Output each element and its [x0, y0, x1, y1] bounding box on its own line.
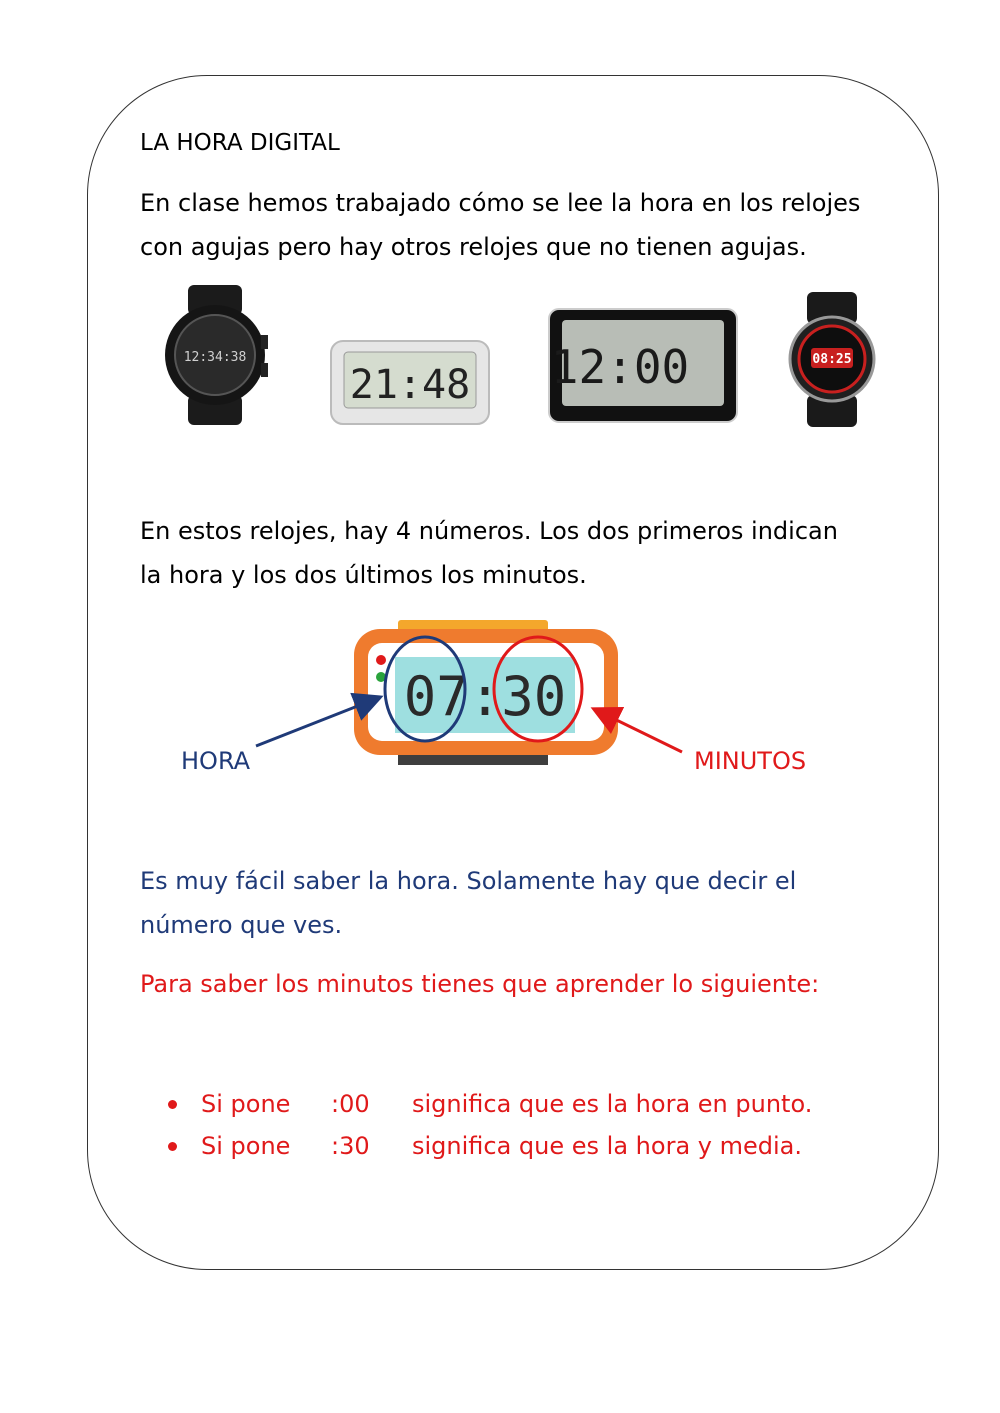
bullet-meaning: significa que es la hora y media.	[412, 1132, 802, 1160]
intro-text-line-2: con agujas pero hay otros relojes que no tienen agujas.	[140, 233, 807, 261]
page-title: LA HORA DIGITAL	[140, 130, 340, 156]
smart-watch-image	[785, 292, 880, 427]
hours-arrow	[250, 690, 390, 755]
wall-clock-image	[330, 340, 490, 425]
smart-watch-display: 08:25	[812, 352, 852, 367]
desk-clock-display: 12:00	[550, 340, 690, 394]
desk-clock-image	[548, 308, 738, 423]
bullet-prefix: Si pone	[201, 1132, 291, 1160]
bullet-value: :30	[331, 1132, 370, 1160]
sport-watch-image	[160, 285, 270, 425]
wall-clock-display: 21:48	[349, 362, 471, 408]
minutes-intro: Para saber los minutos tienes que aprender lo siguiente:	[140, 970, 820, 998]
minutes-label: MINUTOS	[694, 747, 807, 775]
alarm-clock-display: 07:30	[403, 665, 567, 728]
explanation-line-1: En estos relojes, hay 4 números. Los dos primeros indican	[140, 517, 838, 545]
bullet-icon	[168, 1100, 177, 1109]
minutes-arrow	[588, 702, 688, 762]
bullet-value: :00	[331, 1090, 370, 1118]
reading-tip-line-2: número que ves.	[140, 911, 343, 939]
reading-tip-line-1: Es muy fácil saber la hora. Solamente hay que decir el	[140, 867, 797, 895]
bullet-prefix: Si pone	[201, 1090, 291, 1118]
sport-watch-display: 12:34:38	[183, 350, 247, 365]
intro-text-line-1: En clase hemos trabajado cómo se lee la hora en los relojes	[140, 189, 861, 217]
bullet-icon	[168, 1142, 177, 1151]
bullet-meaning: significa que es la hora en punto.	[412, 1090, 813, 1118]
hours-label: HORA	[181, 747, 251, 775]
explanation-line-2: la hora y los dos últimos los minutos.	[140, 561, 587, 589]
